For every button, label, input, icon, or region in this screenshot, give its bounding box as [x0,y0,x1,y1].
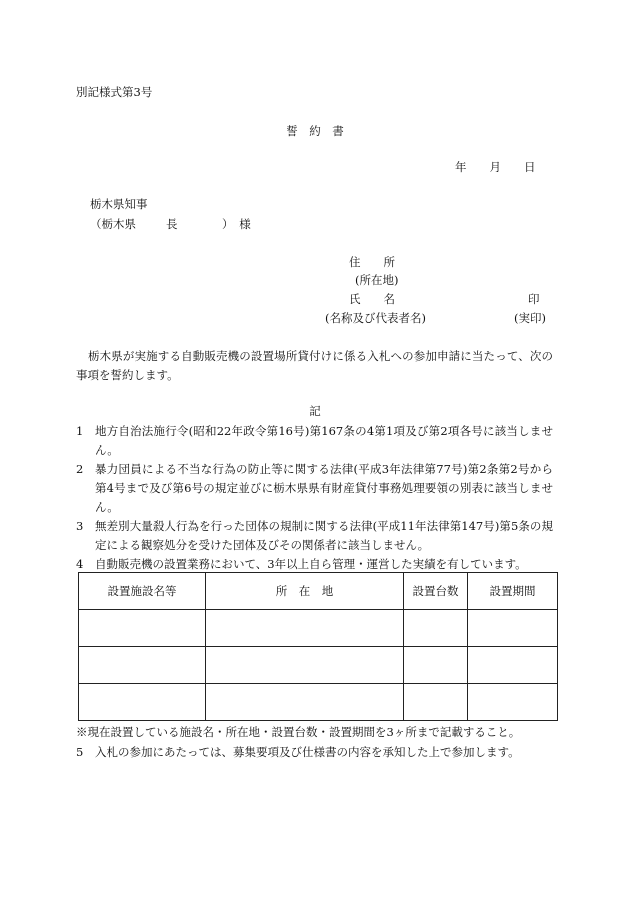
table-cell[interactable] [79,610,206,647]
date-line: 年 月 日 [455,160,536,174]
table-cell[interactable] [404,684,468,721]
item-3-text: 無差別大量殺人行為を行った団体の規制に関する法律(平成11年法律第147号)第5条の規定による観察処分を受けた団体及びその関係者に該当しません。 [95,519,553,552]
table-cell[interactable] [206,647,404,684]
table-header-row [79,573,558,610]
table-cell[interactable] [79,684,206,721]
table-cell[interactable] [404,610,468,647]
table-cell[interactable] [206,684,404,721]
table-cell[interactable] [206,610,404,647]
addressee-governor: 栃木県知事 [90,197,148,211]
table-row [79,684,558,721]
header-period: 設置期間 [468,573,558,610]
document-title: 誓 約 書 [286,124,344,138]
address-label: 住 所 [349,255,395,269]
header-facility-name: 設置施設名等 [79,573,206,610]
table-cell[interactable] [468,647,558,684]
address-sub-label: (所在地) [355,273,399,287]
addressee-office-prefix: （栃木県 [90,217,136,231]
form-number: 別記様式第3号 [76,85,153,99]
table-row [79,647,558,684]
table-cell[interactable] [468,684,558,721]
table-note: ※現在設置している施設名・所在地・設置台数・設置期間を3ヶ所まで記載すること。 [76,725,521,739]
name-label: 氏 名 [349,292,395,306]
addressee-honorific: ） 様 [222,217,251,231]
seal-label: 印 [528,292,540,306]
item-1-text: 地方自治法施行令(昭和22年政令第16号)第167条の4第1項及び第2項各号に該当しません。 [95,424,553,457]
item-5-text: 入札の参加にあたっては、募集要項及び仕様書の内容を承知した上で参加します。 [95,745,520,759]
item-4-text: 自動販売機の設置業務において、3年以上自ら管理・運営した実績を有しています。 [95,557,527,571]
header-unit-count: 設置台数 [404,573,468,610]
header-location: 所 在 地 [206,573,404,610]
item-3-number: 3 [76,519,84,533]
facility-table [78,572,558,721]
seal-sub-label: (実印) [514,311,546,325]
ki-heading: 記 [309,404,321,418]
item-4-number: 4 [76,557,84,571]
addressee-office-chief: 長 [166,217,178,231]
table-cell[interactable] [468,610,558,647]
item-1-number: 1 [76,424,84,438]
item-2-number: 2 [76,462,84,476]
name-sub-label: (名称及び代表者名) [325,311,426,325]
item-5-number: 5 [76,745,84,759]
table-cell[interactable] [404,647,468,684]
intro-paragraph: 栃木県が実施する自動販売機の設置場所貸付けに係る入札への参加申請に当たって、次の事項を誓約します。 [76,349,553,382]
item-2-text: 暴力団員による不当な行為の防止等に関する法律(平成3年法律第77号)第2条第2号から第4号まで及び第6号の規定並びに栃木県県有財産貸付事務処理要領の別表に該当しません。 [95,462,553,514]
table-cell[interactable] [79,647,206,684]
table-row [79,610,558,647]
